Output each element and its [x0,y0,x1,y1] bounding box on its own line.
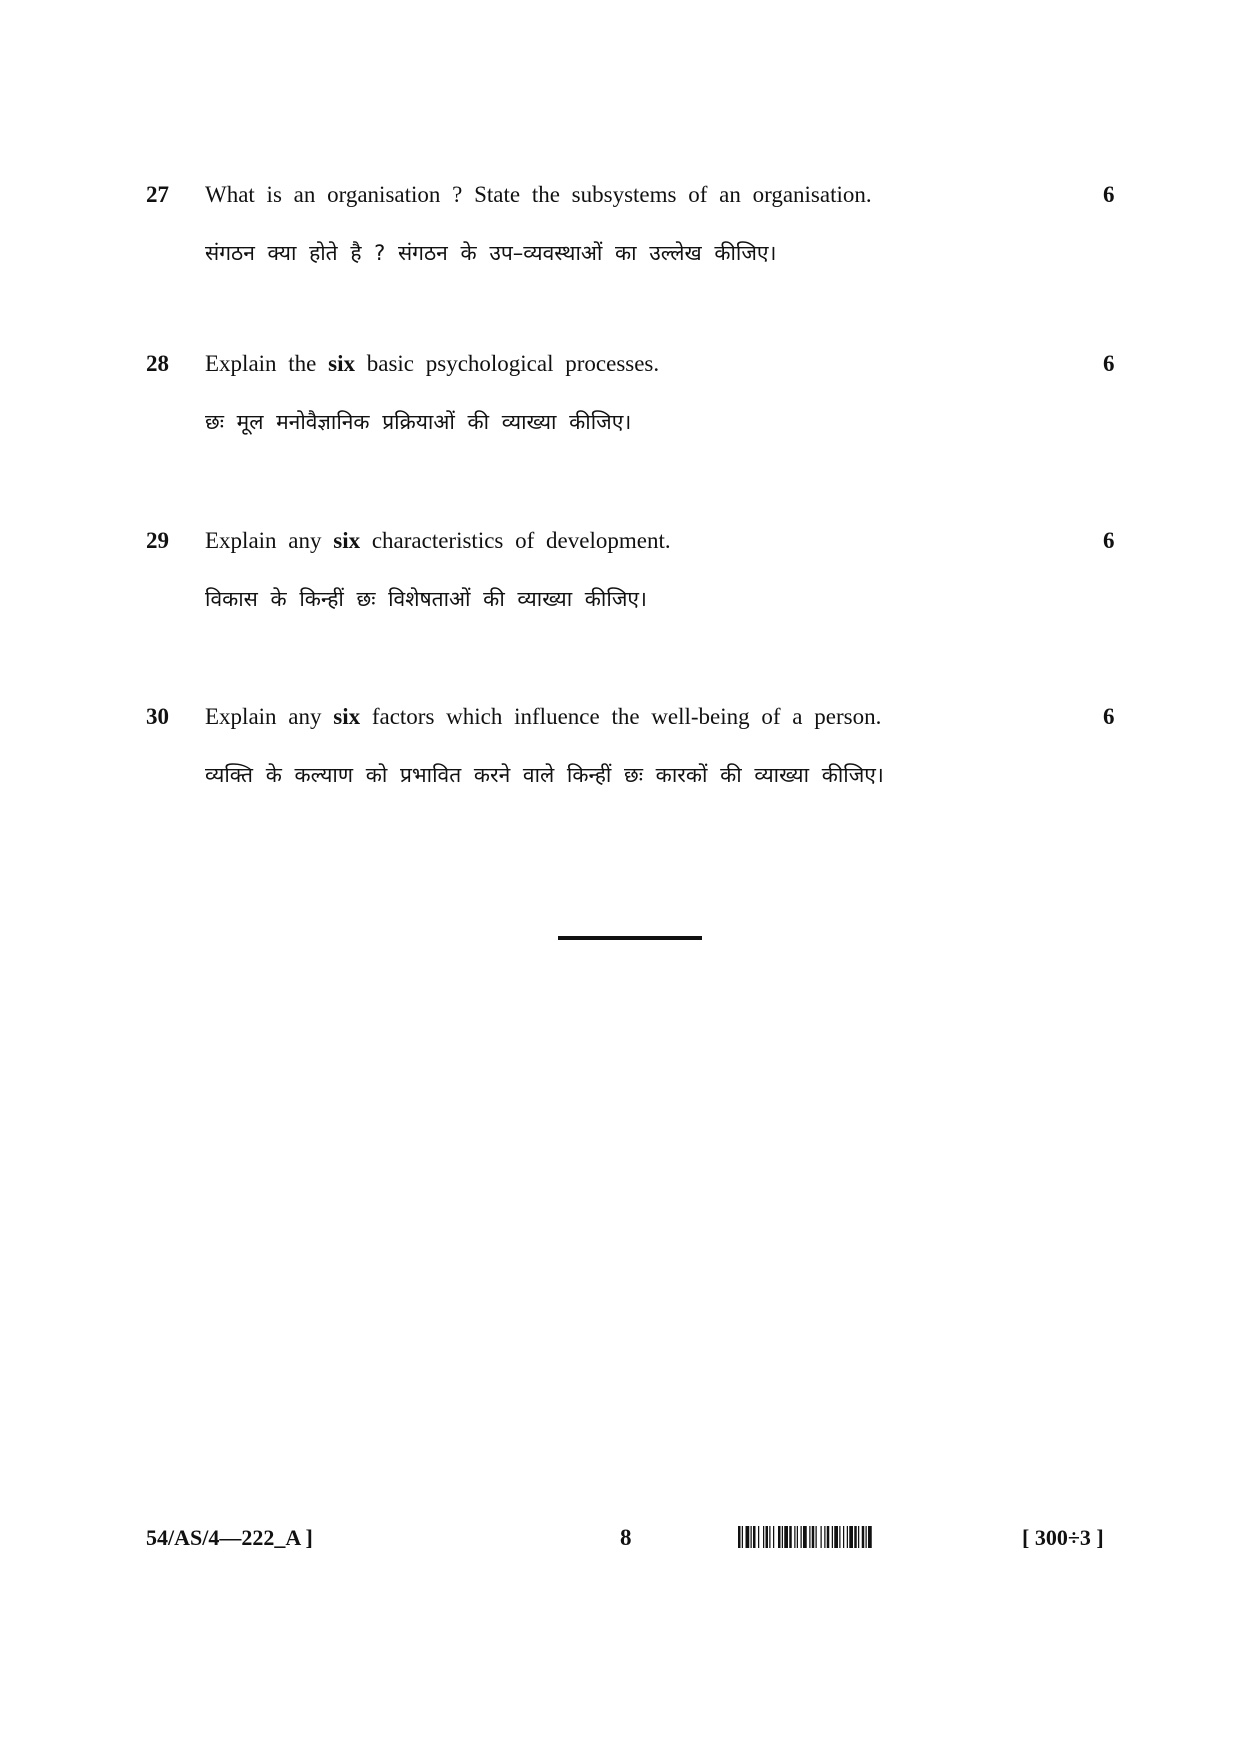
question-text-hindi: संगठन क्या होते है ? संगठन के उप–व्यवस्थाओं का उल्लेख कीजिए। [205,241,777,265]
question-text-part: factors which influence the well-being of a person. [360,704,882,729]
page-number: 8 [620,1525,632,1550]
question-text-english [205,350,659,378]
question-text-emphasis: six [333,704,361,729]
question-marks: 6 [1103,704,1115,729]
question-text-english [205,527,671,555]
question-text-part: basic psychological processes. [354,351,660,376]
question-text-emphasis: six [333,528,361,553]
question-30 [0,703,1241,823]
barcode-icon [738,1526,990,1548]
question-number: 27 [146,182,169,207]
question-text-hindi: छः मूल मनोवैज्ञानिक प्रक्रियाओं की व्याख्या कीजिए। [205,410,632,434]
question-number: 29 [146,528,169,553]
question-text-hindi: विकास के किन्हीं छः विशेषताओं की व्याख्या कीजिए। [205,587,647,611]
question-marks: 6 [1103,351,1115,376]
question-text-part: Explain any [205,528,334,553]
question-29 [0,527,1241,647]
question-number: 28 [146,351,169,376]
question-text-english [205,181,872,209]
question-text-hindi: व्यक्ति के कल्याण को प्रभावित करने वाले किन्हीं छः कारकों की व्याख्या कीजिए। [205,763,884,787]
question-text-english [205,703,881,731]
question-text-part: What is an organisation ? State the subsystems of an organisation. [205,182,872,207]
page-footer [0,1524,1241,1554]
question-text-part: characteristics of development. [360,528,671,553]
question-text-part: Explain the [205,351,329,376]
question-marks: 6 [1103,528,1115,553]
question-text-part: Explain any [205,704,334,729]
question-text-emphasis: six [328,351,355,376]
end-of-paper-rule [558,936,702,940]
question-28 [0,350,1241,470]
paper-code: 54/AS/4—222_A ] [146,1525,313,1550]
question-number: 30 [146,704,169,729]
question-27 [0,181,1241,301]
copy-count: [ 300÷3 ] [1022,1525,1104,1550]
question-marks: 6 [1103,182,1115,207]
